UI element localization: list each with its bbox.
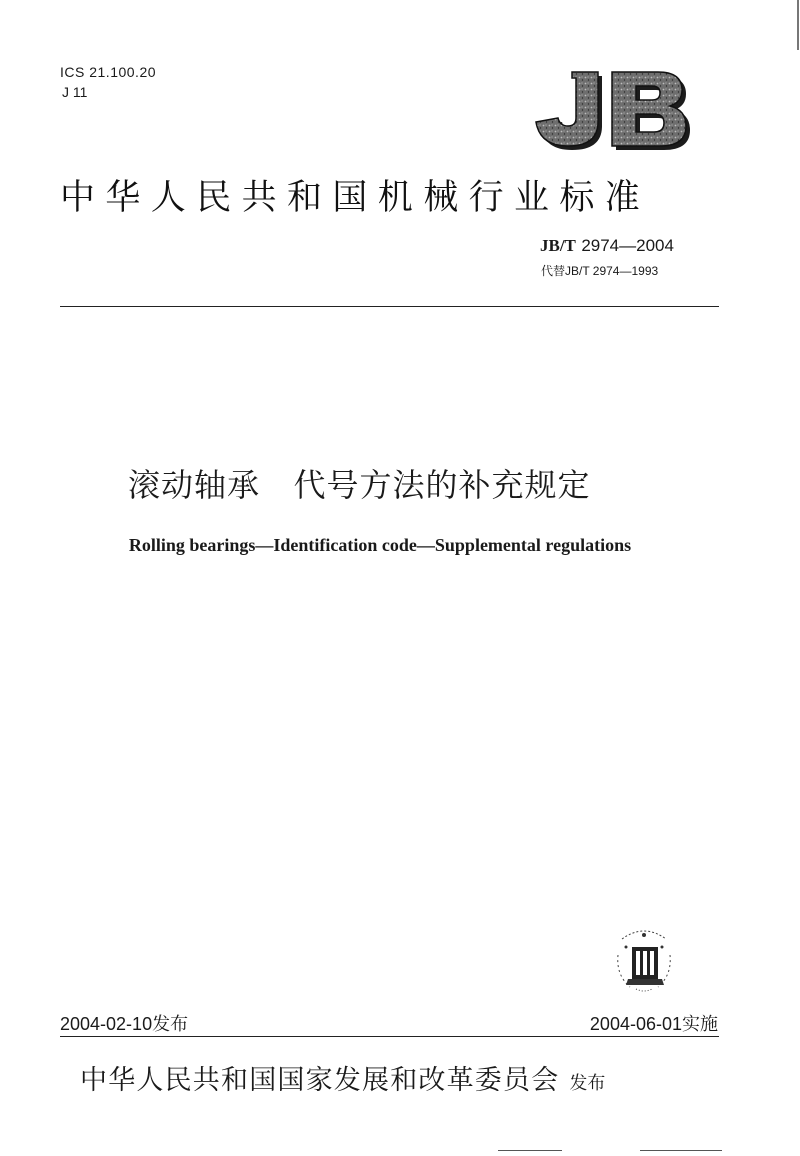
replaced-standard: 代替JB/T 2974—1993 (541, 264, 659, 278)
standard-number-value: 2974—2004 (581, 236, 674, 255)
issue-date (60, 1010, 188, 1036)
logo-text: JB (530, 70, 531, 71)
bottom-rule-fragment-left (498, 1150, 562, 1151)
publisher-line (80, 1058, 605, 1097)
standard-number-prefix: JB/T (540, 236, 576, 255)
standard-category-title: 中华人民共和国机械行业标准 (60, 178, 651, 218)
issue-date-value: 2004-02-10 (60, 1014, 153, 1034)
scan-edge-mark (797, 0, 799, 50)
bottom-rule-fragment-right (640, 1150, 722, 1151)
jb-logo (530, 70, 690, 150)
ics-code: ICS 21.100.20 (60, 64, 157, 80)
header-divider (60, 306, 719, 307)
publish-action: 发布 (569, 1073, 606, 1094)
publisher-seal-emblem (612, 925, 676, 995)
issue-date-label: 发布 (152, 1014, 189, 1034)
document-title-chinese: 滚动轴承 代号方法的补充规定 (128, 466, 591, 504)
document-title-english: Rolling bearings—Identification code—Supplemental regulations (128, 535, 632, 555)
ccs-code: J 11 (62, 84, 88, 100)
publisher-name: 中华人民共和国国家发展和改革委员会 (80, 1065, 560, 1096)
footer-divider (60, 1036, 719, 1037)
implementation-date (590, 1010, 718, 1036)
implementation-date-value: 2004-06-01 (589, 1014, 682, 1034)
standard-number (540, 236, 674, 256)
implementation-date-label: 实施 (682, 1014, 718, 1034)
